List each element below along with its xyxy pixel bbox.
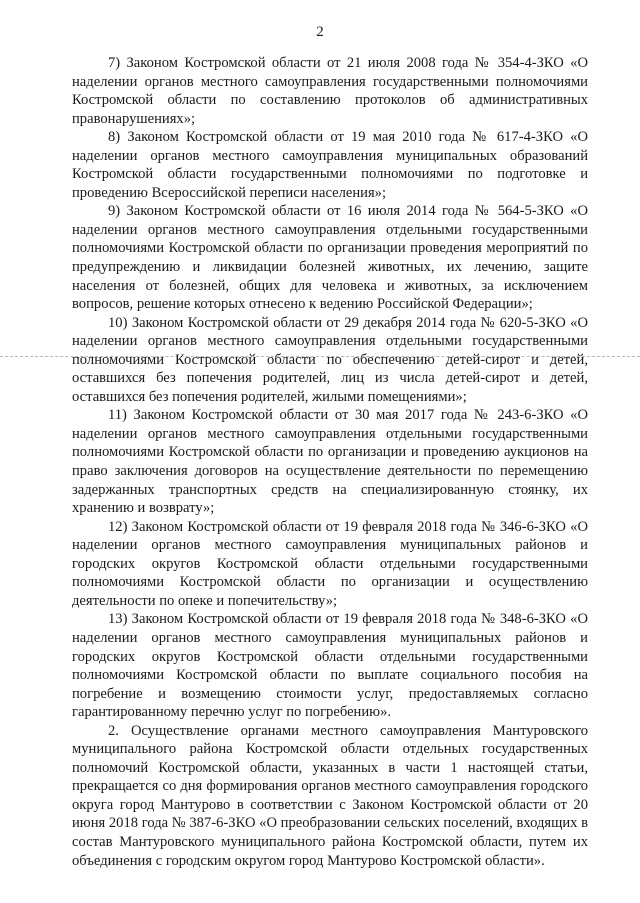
paragraph-part-2: 2. Осуществление органами местного самоуправления Мантуровского муниципального района Костромской области отдельных государственных полномочий Костромской области, указанных в части 1 настоящей статьи, прекращается со дня формирования органов местного самоуправления городского округа город Мантурово в соответствии с Законом Костромской области от 20 июня 2018 года № 387-6-ЗКО «О преобразовании сельских поселений, входящих в состав Мантуровского муниципального района Костромской области, путем их объединения с городским округом город Мантурово Костромской области». (72, 722, 588, 869)
paragraph-item-8: 8) Законом Костромской области от 19 мая 2010 года № 617-4-ЗКО «О наделении органов местного самоуправления муниципальных образований Костромской области государственными полномочиями по подготовке и проведению Всероссийской переписи населения»; (72, 129, 588, 201)
page-number: 2 (316, 24, 324, 40)
paragraph-item-10: 10) Законом Костромской области от 29 декабря 2014 года № 620-5-ЗКО «О наделении органов местного самоуправления отдельными государственными полномочиями Костромской области по обеспечению детей-сирот и детей, оставшихся без попечения родителей, лиц из числа детей-сирот и детей, оставшихся без попечения родителей, жилыми помещениями»; (72, 314, 588, 405)
paragraph-item-11: 11) Законом Костромской области от 30 мая 2017 года № 243-6-ЗКО «О наделении органов местного самоуправления отдельными государственными полномочиями Костромской области по организации и проведению аукционов на право заключения договоров на осуществление деятельности по перемещению задержанных транспортных средств на специализированную стоянку, их хранению и возврату»; (72, 407, 588, 517)
paragraph-item-9: 9) Законом Костромской области от 16 июля 2014 года № 564-5-ЗКО «О наделении органов местного самоуправления отдельными государственными полномочиями Костромской области по организации проведения мероприятий по предупреждению и ликвидации болезней животных, их лечению, защите населения от болезней, общих для человека и животных, за исключением вопросов, решение которых отнесено к ведению Российской Федерации»; (72, 203, 588, 313)
paragraph-item-12: 12) Законом Костромской области от 19 февраля 2018 года № 346-6-ЗКО «О наделении органов местного самоуправления муниципальных районов и городских округов Костромской области отдельными государственными полномочиями Костромской области по организации и осуществлению деятельности по опеке и попечительству»; (72, 518, 588, 609)
document-body (72, 54, 588, 870)
paragraph-item-7: 7) Законом Костромской области от 21 июля 2008 года № 354-4-ЗКО «О наделении органов местного самоуправления государственными полномочиями Костромской области по составлению протоколов об административных правонарушениях»; (72, 55, 588, 127)
paragraph-item-13: 13) Законом Костромской области от 19 февраля 2018 года № 348-6-ЗКО «О наделении органов местного самоуправления муниципальных районов и городских округов Костромской области отдельными государственными полномочиями Костромской области по выплате социального пособия на погребение и возмещению стоимости услуг, предоставляемых согласно гарантированному перечню услуг по погребению». (72, 611, 588, 721)
